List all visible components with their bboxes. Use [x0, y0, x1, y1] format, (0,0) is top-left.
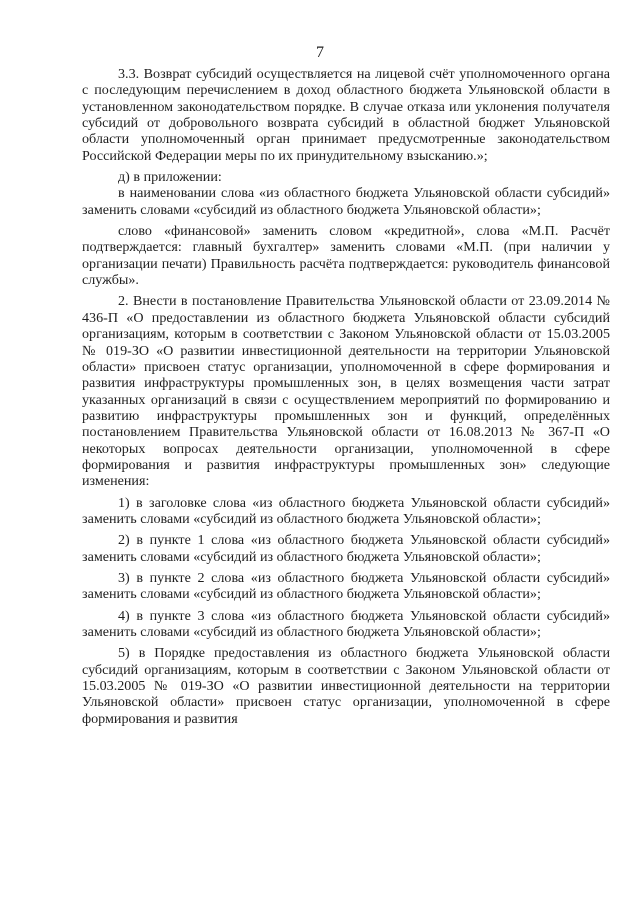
paragraph-p8: 3) в пункте 2 слова «из областного бюджета Ульяновской области субсидий» заменить словами «субсидий из областного бюджета Ульяновской области»; — [82, 569, 610, 603]
paragraph-p5: 2. Внести в постановление Правительства Ульяновской области от 23.09.2014 № 436-П «О предоставлении из областного бюджета Ульяновской области субсидий организациям, которым в соответствии с Законом Ульяновской области от 15.03.2005 № 019-ЗО «О развитии инвестиционной деятельности на территории Ульяновской области» присвоен статус организации, уполномоченной в сфере формирования и развития инфраструктуры промышленных зон, в целях возмещения части затрат указанных организаций в связи с осуществлением мероприятий по формированию и развитию инфраструктуры промышленных зон и функций, определённых постановлением Правительства Ульяновской области от 16.08.2013 № 367-П «О некоторых вопросах деятельности организации, уполномоченной в сфере формирования и развития инфраструктуры промышленных зон» следующие изменения: — [82, 293, 610, 490]
paragraph-p9: 4) в пункте 3 слова «из областного бюджета Ульяновской области субсидий» заменить словами «субсидий из областного бюджета Ульяновской области»; — [82, 607, 610, 640]
page-number: 7 — [316, 44, 324, 61]
document-body — [82, 66, 610, 727]
paragraph-p2: д) в приложении: — [118, 169, 222, 186]
paragraph-p10: 5) в Порядке предоставления из областного бюджета Ульяновской области субсидий организациям, которым в соответствии с Законом Ульяновской области от 15.03.2005 № 019-ЗО «О развитии инвестиционной деятельности на территории Ульяновской области» присвоен статус организации, уполномоченной в сфере формирования и развития — [82, 645, 610, 727]
paragraph-p3: в наименовании слова «из областного бюджета Ульяновской области субсидий» заменить словами «субсидий из областного бюджета Ульяновской области»; — [82, 185, 610, 218]
paragraph-p7: 2) в пункте 1 слова «из областного бюджета Ульяновской области субсидий» заменить словами «субсидий из областного бюджета Ульяновской области»; — [82, 532, 610, 565]
paragraph-p4: слово «финансовой» заменить словом «кредитной», слова «М.П. Расчёт подтверждается: главный бухгалтер» заменить словами «М.П. (при наличии у организации печати) Правильность расчёта подтверждается: руководитель финансовой службы». — [82, 223, 610, 289]
paragraph-p6: 1) в заголовке слова «из областного бюджета Ульяновской области субсидий» заменить словами «субсидий из областного бюджета Ульяновской области»; — [82, 494, 610, 527]
paragraph-p1: 3.3. Возврат субсидий осуществляется на лицевой счёт уполномоченного органа с последующим перечислением в доход областного бюджета Ульяновской области в установленном законодательством порядке. В случае отказа или уклонения получателя субсидий от добровольного возврата субсидий в областной бюджет Ульяновской области уполномоченный орган принимает предусмотренные законодательством Российской Федерации меры по их принудительному взысканию.»; — [82, 66, 610, 164]
